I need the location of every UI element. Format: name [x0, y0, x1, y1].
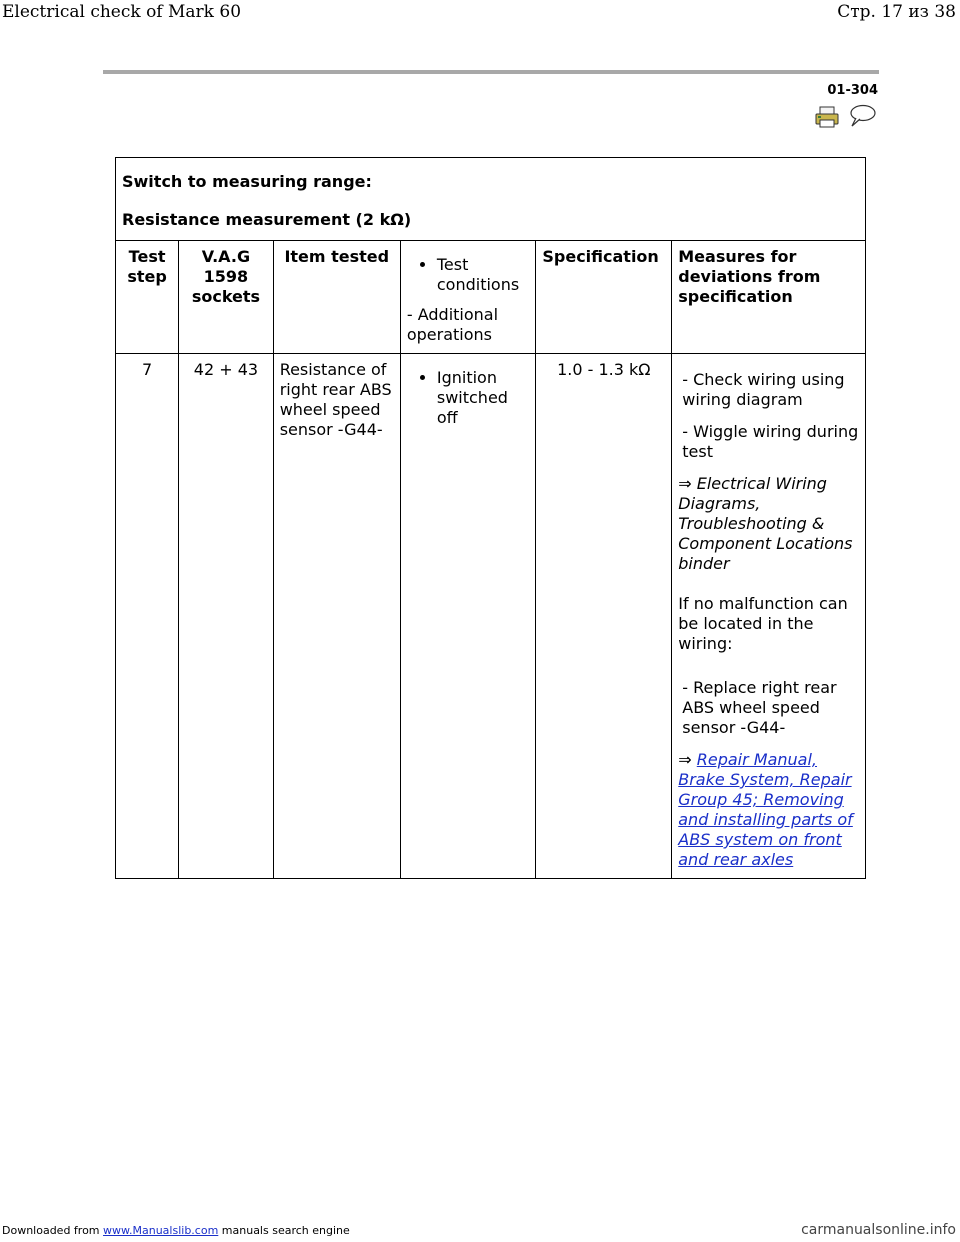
repair-manual-link[interactable]: Repair Manual, Brake System, Repair Group 45; Removing and installing parts of ABS system on front and rear axles [678, 750, 853, 869]
measure-check-wiring: - Check wiring using wiring diagram [682, 370, 845, 409]
page-id: 01-304 [827, 83, 878, 98]
cell-conditions [400, 354, 536, 879]
cell-item-tested: Resistance of right rear ABS wheel speed sensor -G44- [273, 354, 400, 879]
condition-item: • Ignition switched off [437, 368, 530, 428]
document-title: Electrical check of Mark 60 [2, 2, 242, 22]
range-line-1: Switch to measuring range: [122, 172, 372, 191]
cell-test-step: 7 [116, 354, 179, 879]
measure-no-malfunction: If no malfunction can be located in the wiring: [678, 594, 848, 653]
header-sockets: V.A.G 1598 sockets [179, 241, 274, 354]
footer [0, 1222, 960, 1242]
range-line-2: Resistance measurement (2 kΩ) [122, 210, 412, 229]
top-bar [0, 0, 960, 26]
footer-source: Downloaded from www.Manualslib.com manuals search engine [2, 1224, 350, 1237]
header-measures: Measures for deviations from specification [672, 241, 866, 354]
arrow-icon: ⇒ [678, 750, 692, 769]
header-conditions [400, 241, 536, 354]
watermark: carmanualsonline.info [801, 1222, 956, 1238]
cell-sockets: 42 + 43 [179, 354, 274, 879]
table-row [116, 354, 866, 879]
header-item-tested: Item tested [273, 241, 400, 354]
cell-measures [672, 354, 866, 879]
condition-list [407, 368, 530, 428]
measure-replace-sensor: - Replace right rear ABS wheel speed sensor -G44- [682, 678, 837, 737]
column-header-row [116, 241, 866, 354]
header-test-step: Test step [116, 241, 179, 354]
page-counter: Стр. 17 из 38 [837, 2, 956, 22]
measurement-table [115, 157, 866, 879]
manualslib-link[interactable]: www.Manualslib.com [103, 1224, 219, 1237]
conditions-bullet: • Test conditions [437, 255, 530, 295]
range-row [116, 158, 866, 241]
conditions-sub: - Additional operations [406, 305, 499, 344]
conditions-list [407, 255, 530, 295]
cell-specification: 1.0 - 1.3 kΩ [536, 354, 672, 879]
ref-wiring-diagrams: ⇒ Electrical Wiring Diagrams, Troubleshooting & Component Locations binder [678, 474, 853, 573]
measure-wiggle-wiring: - Wiggle wiring during test [682, 422, 859, 461]
printer-icon[interactable] [815, 106, 839, 128]
header-rule [103, 70, 879, 74]
speech-bubble-icon[interactable] [847, 104, 877, 128]
measuring-range-cell [116, 158, 866, 241]
ref-repair-manual [678, 750, 859, 870]
header-specification: Specification [536, 241, 672, 354]
